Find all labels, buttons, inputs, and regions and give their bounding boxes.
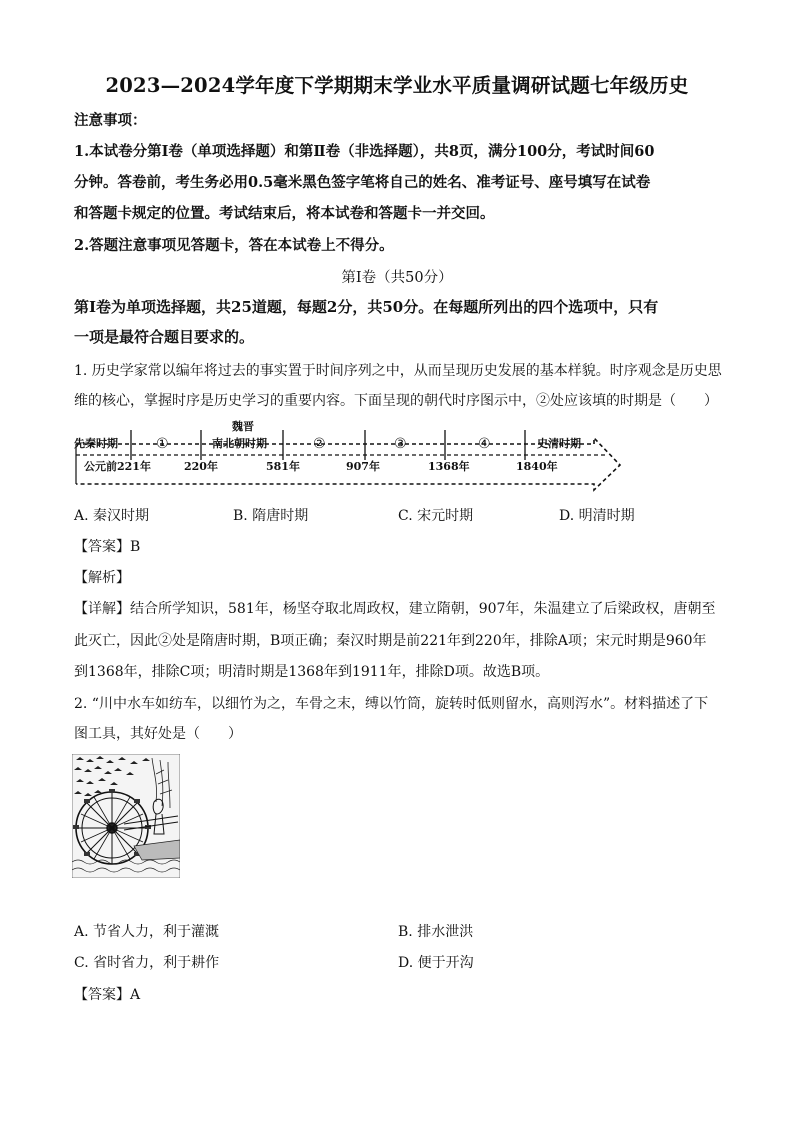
q1-option-c: C. 宋元时期 (398, 508, 474, 524)
notice-header: 注意事项： (74, 112, 147, 129)
year-221bc: 公元前221年 (84, 460, 151, 473)
q2-option-d: D. 便于开沟 (398, 955, 474, 971)
answer-label: 【答案】 (74, 987, 130, 1003)
year-907: 907年 (346, 460, 380, 473)
q1-option-a: A. 秦汉时期 (74, 508, 150, 524)
period-nanbei: 南北朝时期 (212, 437, 267, 450)
answer-value: A (130, 987, 141, 1003)
q1-stem-line-1: 1. 历史学家常以编年将过去的事实置于时间序列之中，从而呈现历史发展的基本样貌。时序观念是历史思 (74, 363, 722, 379)
q2-stem-line-2: 图工具，其好处是（ ） (74, 726, 242, 742)
q2-option-b: B. 排水泄洪 (398, 924, 474, 940)
waterwheel-illustration (72, 754, 180, 878)
document-title: 2023—2024学年度下学期期末学业水平质量调研试题七年级历史 (105, 74, 689, 97)
timeline-svg (72, 420, 632, 496)
year-1840: 1840年 (516, 460, 558, 473)
q2-option-c: C. 省时省力，利于耕作 (74, 955, 220, 971)
period-weijin: 魏晋 (232, 420, 254, 433)
period-blank-4: ④ (478, 436, 491, 452)
period-blank-1: ① (156, 436, 169, 452)
answer-value: B (130, 539, 141, 555)
notice-item-1-line-1: 1.本试卷分第Ⅰ卷（单项选择题）和第Ⅱ卷（非选择题），共8页，满分100分，考试时间60 (74, 143, 655, 160)
q1-detail-line-3: 到1368年，排除C项；明清时期是1368年到1911年，排除D项。故选B项。 (74, 664, 550, 680)
notice-item-1-line-2: 分钟。答卷前，考生务必用0.5毫米黑色签字笔将自己的姓名、准考证号、座号填写在试卷 (74, 174, 651, 191)
q1-answer (74, 536, 140, 556)
q1-detail-line-2: 此灭亡，因此②处是隋唐时期，B项正确；秦汉时期是前221年到220年，排除A项；宋元时期是960年 (74, 633, 707, 649)
q2-stem-line-1: 2. “川中水车如纺车，以细竹为之，车骨之末，缚以竹筒，旋转时低则留水，高则泻水”。材料描述了下 (74, 696, 709, 712)
year-220: 220年 (184, 460, 218, 473)
period-blank-2: ② (313, 436, 326, 452)
q2-option-a: A. 节省人力，利于灌溉 (74, 924, 220, 940)
period-pre-qin: 先秦时期 (74, 437, 118, 450)
q1-analysis-label: 【解析】 (74, 570, 130, 586)
answer-label: 【答案】 (74, 539, 130, 555)
notice-item-1-line-3: 和答题卡规定的位置。考试结束后，将本试卷和答题卡一并交回。 (74, 205, 495, 222)
period-blank-3: ③ (394, 436, 407, 452)
year-581: 581年 (266, 460, 300, 473)
section-title: 第Ⅰ卷（共50分） (341, 270, 453, 286)
year-1368: 1368年 (428, 460, 470, 473)
dynasty-timeline-figure (72, 420, 632, 496)
detail-label: 【详解】 (74, 601, 130, 617)
q1-detail-line-1 (74, 598, 715, 618)
detail-text: 结合所学知识，581年，杨坚夺取北周政权，建立隋朝，907年，朱温建立了后梁政权，唐朝至 (130, 601, 716, 617)
q1-option-d: D. 明清时期 (559, 508, 635, 524)
period-late-qing: 史清时期 (537, 437, 581, 450)
q2-answer (74, 984, 140, 1004)
section-description-line-1: 第Ⅰ卷为单项选择题，共25道题，每题2分，共50分。在每题所列出的四个选项中，只有 (74, 298, 659, 316)
section-description-line-2: 一项是最符合题目要求的。 (74, 328, 255, 346)
waterwheel-svg (72, 754, 180, 878)
q1-stem-line-2: 维的核心，掌握时序是历史学习的重要内容。下面呈现的朝代时序图示中，②处应该填的时期是（ ） (74, 393, 718, 409)
q1-option-b: B. 隋唐时期 (233, 508, 309, 524)
notice-item-2: 2.答题注意事项见答题卡，答在本试卷上不得分。 (74, 237, 394, 254)
